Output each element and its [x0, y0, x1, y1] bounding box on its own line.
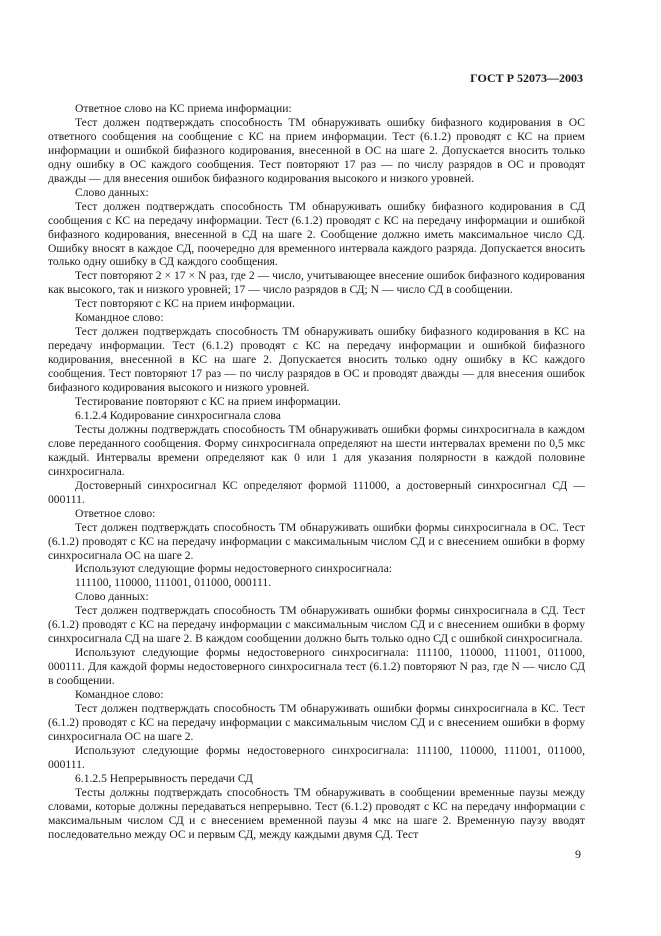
- paragraph: Тест должен подтверждать способность ТМ обнаруживать ошибку бифазного кодирования в СД сообщения с КС на передачу информации. Тест (6.1.2) проводят с КС на передачу информации и ошибкой бифазного кодирования, внесенной в СД на шаге 2. Сообщение должно иметь максимальное число СД. Ошибку вносят в каждое СД, поочередно для временного интервала каждого разряда. Допускается вносить только одну ошибку в СД каждого сообщения.: [48, 199, 585, 269]
- paragraph: Слово данных:: [75, 185, 149, 199]
- paragraph: Используют следующие формы недостоверного синхросигнала: 111100, 110000, 111001, 011000, 000111. Для каждой формы недостоверного синхросигнала тест (6.1.2) повторяют N раз, где N — число СД в сообщении.: [48, 646, 585, 688]
- paragraph: Достоверный синхросигнал КС определяют формой 111000, а достоверный синхросигнал СД — 000111.: [48, 478, 585, 506]
- paragraph: Ответное слово:: [75, 506, 156, 520]
- paragraph: 111100, 110000, 111001, 011000, 000111.: [75, 576, 272, 590]
- paragraph: Командное слово:: [75, 311, 164, 325]
- page-number: 9: [575, 847, 581, 861]
- paragraph: Слово данных:: [75, 590, 149, 604]
- document-header: ГОСТ Р 52073—2003: [470, 71, 583, 85]
- document-body: [48, 102, 585, 842]
- paragraph: Тест повторяют 2 × 17 × N раз, где 2 — число, учитывающее внесение ошибок бифазного кодирования как высокого, так и низкого уровней; 17 — число разрядов в СД; N — число СД в сообщении.: [48, 269, 585, 297]
- paragraph: 6.1.2.5 Непрерывность передачи СД: [75, 771, 253, 785]
- paragraph: Тест должен подтверждать способность ТМ обнаруживать ошибку бифазного кодирования в КС на передачу информации. Тест (6.1.2) проводят с КС на передачу информации и ошибкой бифазного кодирования, внесенной в КС на шаге 2. Допускается вносить только одну ошибку в КС каждого сообщения. Тест повторяют 17 раз — по числу разрядов в ОС и проводят дважды — для внесения ошибок бифазного кодирования высокого и низкого уровней.: [48, 325, 585, 395]
- paragraph: Тест должен подтверждать способность ТМ обнаруживать ошибки формы синхросигнала в КС. Тест (6.1.2) проводят с КС на передачу информации с максимальным числом СД и с внесением ошибки в форму синхросигнала ОС на шаге 2.: [48, 701, 585, 743]
- paragraph: Командное слово:: [75, 688, 164, 702]
- paragraph: Используют следующие формы недостоверного синхросигнала: 111100, 110000, 111001, 011000, 000111.: [48, 743, 585, 771]
- paragraph: Используют следующие формы недостоверного синхросигнала:: [75, 562, 392, 576]
- paragraph: Тесты должны подтверждать способность ТМ обнаруживать в сообщении временные паузы между словами, которые должны передаваться непрерывно. Тест (6.1.2) проводят с КС на передачу информации с максимальным числом СД и с внесением временной паузы 4 мкс на шаге 2. Временную паузу вводят последовательно между ОС и первым СД, между каждыми двумя СД. Тест: [48, 785, 585, 841]
- paragraph: Тест должен подтверждать способность ТМ обнаруживать ошибку бифазного кодирования в ОС ответного сообщения на сообщение с КС на прием информации. Тест (6.1.2) проводят с КС на прием информации и ошибкой бифазного кодирования, внесенной в ОС на шаге 2. Допускается вносить только одну ошибку в ОС каждого сообщения. Тест повторяют 17 раз — по числу разрядов в ОС и проводят дважды — для внесения ошибок бифазного кодирования высокого и низкого уровней.: [48, 115, 585, 185]
- paragraph: Тест повторяют с КС на прием информации.: [75, 297, 295, 311]
- paragraph: Ответное слово на КС приема информации:: [75, 102, 292, 115]
- paragraph: Тестирование повторяют с КС на прием информации.: [75, 395, 341, 409]
- paragraph: Тесты должны подтверждать способность ТМ обнаруживать ошибки формы синхросигнала в каждом слове переданного сообщения. Форму синхросигнала определяют на шести интервалах времени по 0,5 мкс каждый. Интервалы времени определяют как 0 или 1 для указания полярности в каждой половине синхросигнала.: [48, 422, 585, 478]
- paragraph: Тест должен подтверждать способность ТМ обнаруживать ошибки формы синхросигнала в ОС. Тест (6.1.2) проводят с КС на передачу информации с максимальным числом СД и с внесением ошибки в форму синхросигнала ОС на шаге 2.: [48, 520, 585, 562]
- paragraph: 6.1.2.4 Кодирование синхросигнала слова: [75, 408, 281, 422]
- paragraph: Тест должен подтверждать способность ТМ обнаруживать ошибки формы синхросигнала в СД. Тест (6.1.2) проводят с КС на передачу информации с максимальным числом СД и с внесением ошибки в форму синхросигнала СД на шаге 2. В каждом сообщении должно быть только одно СД с ошибкой синхросигнала.: [48, 604, 585, 646]
